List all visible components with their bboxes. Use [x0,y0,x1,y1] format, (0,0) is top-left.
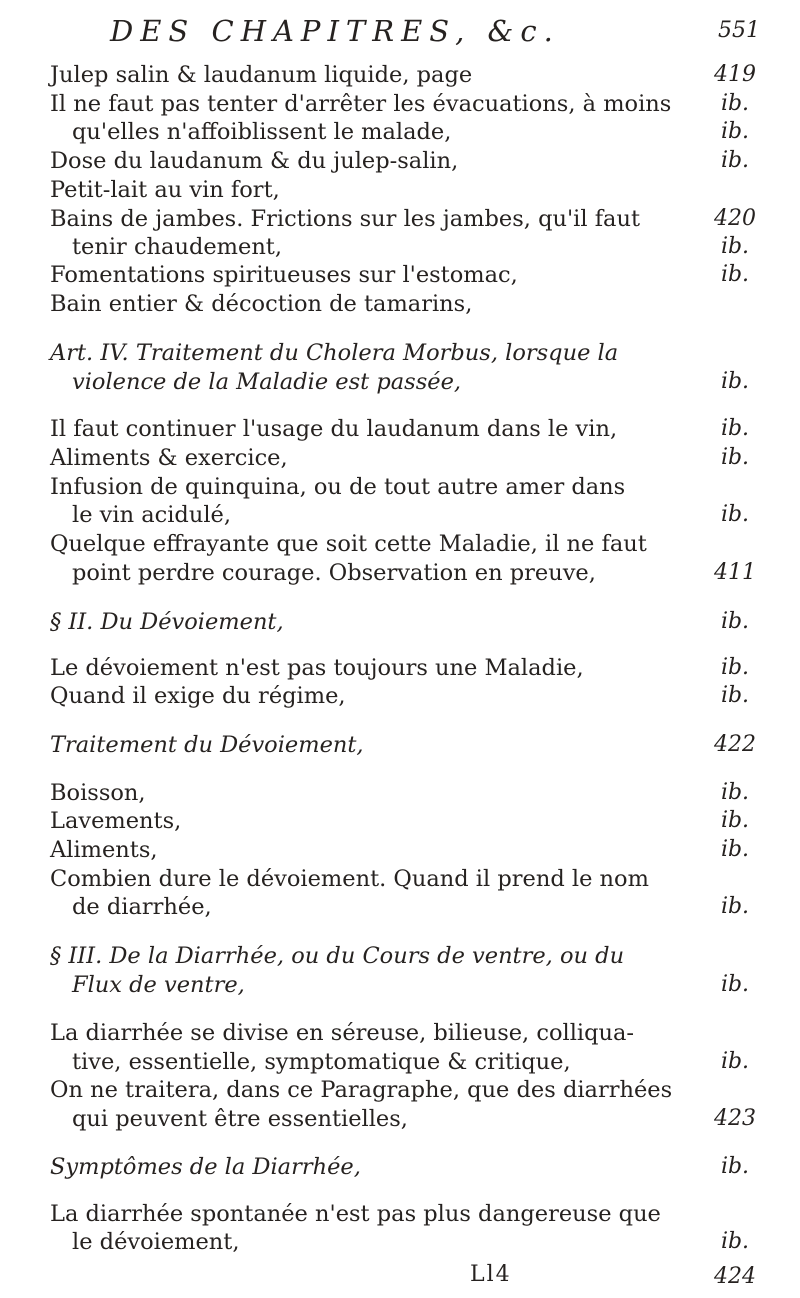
running-title: DES CHAPITRES, &c. [110,14,560,48]
page-ref: ib. [720,445,750,470]
page-ref: ib. [720,148,750,173]
page-ref: 422 [714,732,756,757]
toc-line: Dose du laudanum & du julep-salin, [50,148,459,174]
page-ref: 420 [714,206,756,231]
toc-line: le dévoiement, [72,1229,240,1255]
toc-line: Aliments & exercice, [50,445,288,471]
toc-line: Petit-lait au vin fort, [50,177,280,203]
page-ref: ib. [720,780,750,805]
toc-line: Quelque effrayante que soit cette Maladie, il ne faut [50,531,647,557]
page-ref: ib. [720,655,750,680]
page-ref: ib. [720,1049,750,1074]
page-ref: ib. [720,502,750,527]
toc-line: Quand il exige du régime, [50,683,346,709]
toc-line: Combien dure le dévoiement. Quand il prend le nom [50,866,649,892]
toc-line: On ne traitera, dans ce Paragraphe, que des diarrhées [50,1077,673,1103]
toc-line: Il ne faut pas tenter d'arrêter les évacuations, à moins [50,91,672,117]
page-ref: ib. [720,91,750,116]
page-ref: ib. [720,234,750,259]
signature-mark: Ll4 [470,1262,512,1287]
page-ref: ib. [720,894,750,919]
page-ref: ib. [720,837,750,862]
page-ref: 419 [714,62,756,87]
toc-line: La diarrhée spontanée n'est pas plus dangereuse que [50,1201,661,1227]
page-ref: ib. [720,369,750,394]
page-ref: 411 [714,560,756,585]
toc-line: La diarrhée se divise en séreuse, bilieuse, colliqua- [50,1020,635,1046]
toc-line: tenir chaudement, [72,234,283,260]
toc-line: Il faut continuer l'usage du laudanum dans le vin, [50,416,618,442]
toc-line: le vin acidulé, [72,502,231,528]
page-ref: ib. [720,683,750,708]
section-heading: violence de la Maladie est passée, [72,369,462,395]
toc-line: tive, essentielle, symptomatique & critique, [72,1049,571,1075]
page-ref: ib. [720,119,750,144]
section-heading: § II. Du Dévoiement, [50,609,284,635]
section-heading: Traitement du Dévoiement, [50,732,364,758]
toc-line: Le dévoiement n'est pas toujours une Maladie, [50,655,584,681]
section-heading: Flux de ventre, [72,972,245,998]
page-ref: ib. [720,1154,750,1179]
page-ref: 424 [714,1264,756,1289]
section-heading: Symptômes de la Diarrhée, [50,1154,361,1180]
section-heading: § III. De la Diarrhée, ou du Cours de ventre, ou du [50,943,625,969]
page-ref: ib. [720,1229,750,1254]
toc-line: Fomentations spiritueuses sur l'estomac, [50,262,518,288]
page-ref: ib. [720,609,750,634]
page-ref: 423 [714,1106,756,1131]
toc-line: Bains de jambes. Frictions sur les jambes, qu'il faut [50,206,640,232]
page-ref: ib. [720,972,750,997]
toc-line: point perdre courage. Observation en preuve, [72,560,596,586]
page-ref: ib. [720,808,750,833]
toc-line: Boisson, [50,780,146,806]
toc-line: Julep salin & laudanum liquide, page [50,62,473,88]
page-number: 551 [718,18,760,43]
toc-line: Aliments, [50,837,158,863]
toc-line: qu'elles n'affoiblissent le malade, [72,119,452,145]
page-ref: ib. [720,262,750,287]
toc-line: Lavements, [50,808,182,834]
page-ref: ib. [720,416,750,441]
toc-line: qui peuvent être essentielles, [72,1106,408,1132]
section-heading: Art. IV. Traitement du Cholera Morbus, lorsque la [50,340,619,366]
toc-line: de diarrhée, [72,894,212,920]
toc-line: Infusion de quinquina, ou de tout autre amer dans [50,474,626,500]
toc-line: Bain entier & décoction de tamarins, [50,291,473,317]
